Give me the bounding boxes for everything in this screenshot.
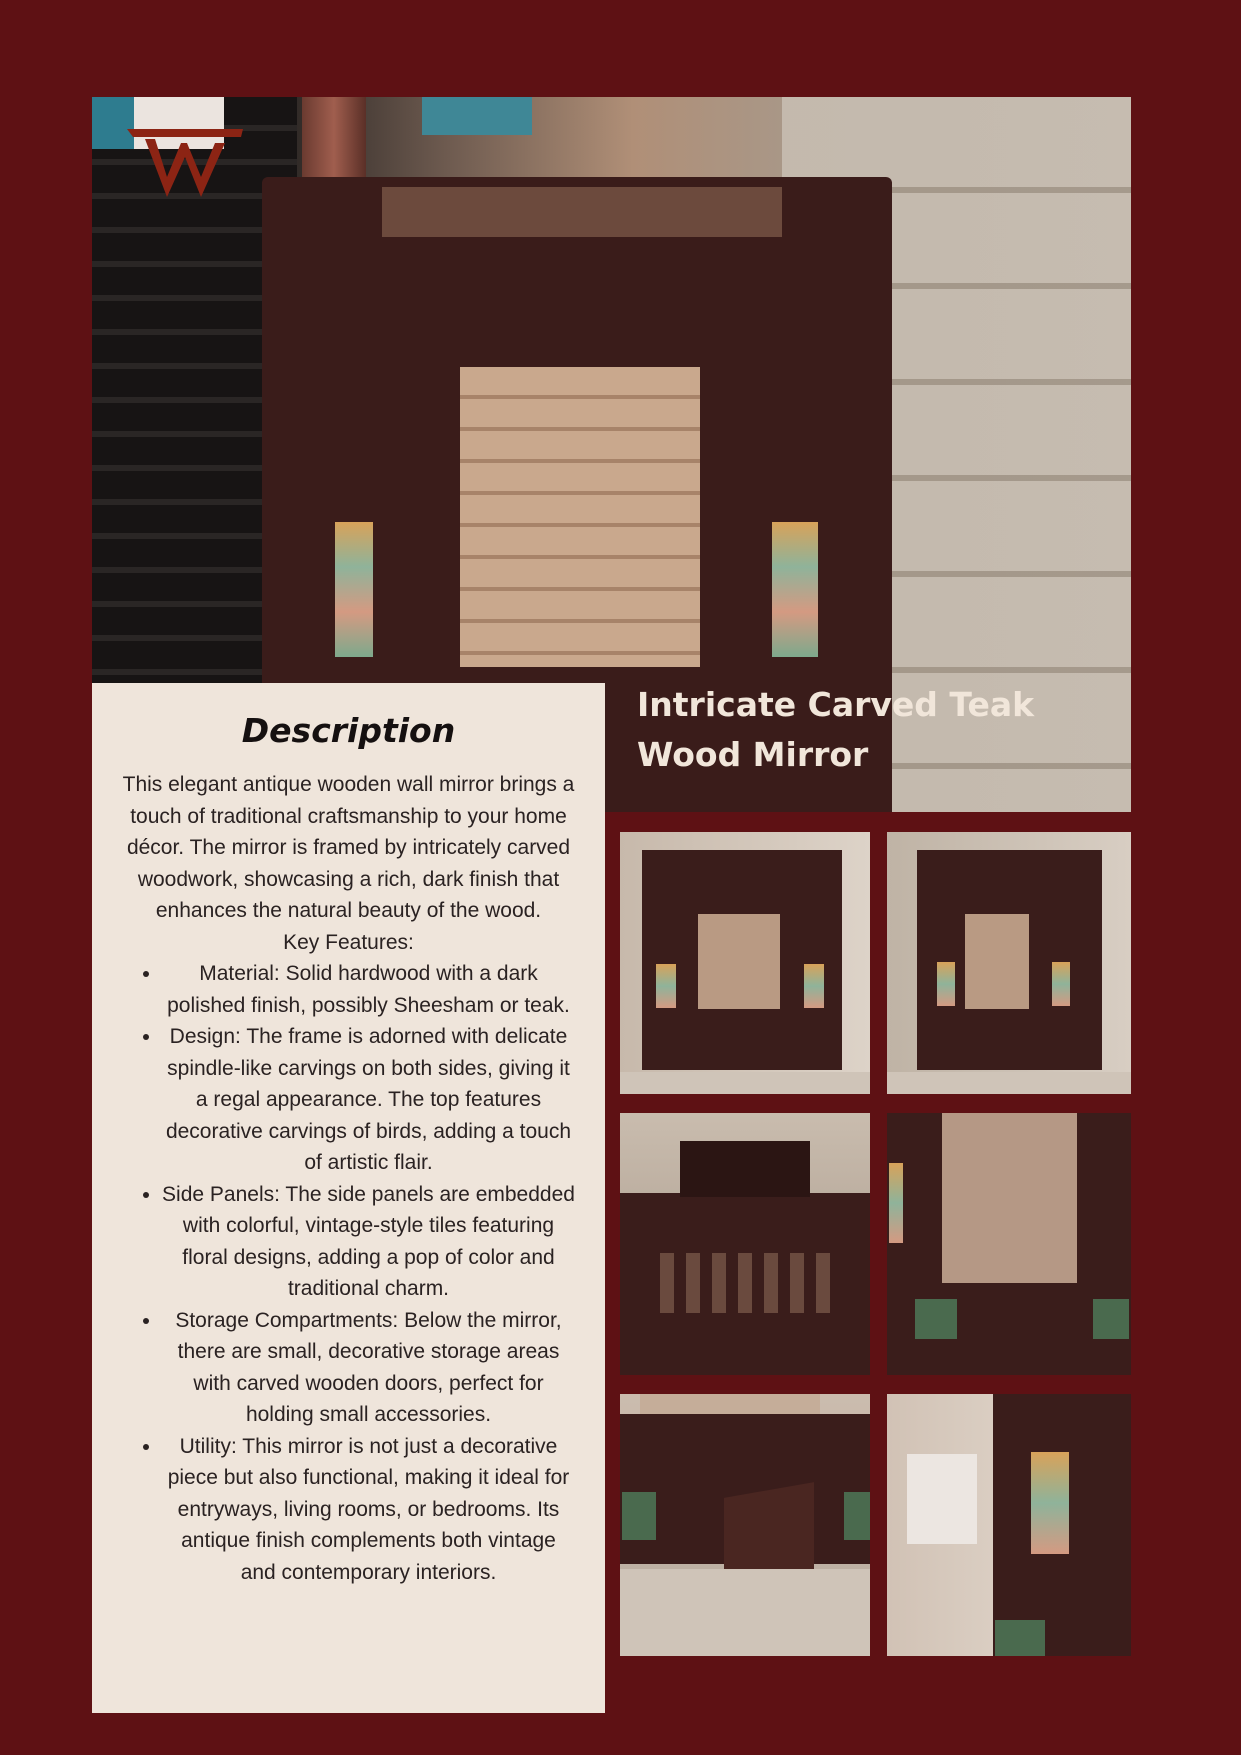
gallery-thumbnail[interactable] bbox=[620, 1394, 870, 1656]
gallery-thumbnail[interactable] bbox=[887, 1394, 1131, 1656]
floral-tile bbox=[335, 522, 373, 657]
feature-item: • Material: Solid hardwood with a dark polished finish, possibly Sheesham or teak. bbox=[162, 958, 575, 1021]
mirror-glass bbox=[460, 367, 700, 667]
features-list bbox=[122, 958, 575, 1588]
gallery-thumbnail[interactable] bbox=[620, 832, 870, 1094]
brand-w-logo-icon bbox=[125, 127, 245, 202]
description-intro: This elegant antique wooden wall mirror brings a touch of traditional craftsmanship to your home décor. The mirror is framed by intricately carved woodwork, showcasing a rich, dark finish that enhances the natural beauty of the wood. bbox=[122, 773, 575, 922]
description-heading: Description bbox=[241, 711, 456, 750]
background-sign bbox=[422, 97, 532, 135]
product-title: Intricate Carved Teak Wood Mirror bbox=[637, 685, 1035, 774]
key-features-heading: Key Features: bbox=[283, 930, 414, 954]
feature-item: • Design: The frame is adorned with delicate spindle-like carvings on both sides, giving it a regal appearance. The top features decorative carvings of birds, adding a touch of artistic flair. bbox=[162, 1021, 575, 1179]
gallery-thumbnail[interactable] bbox=[887, 1113, 1131, 1375]
feature-item: • Side Panels: The side panels are embedded with colorful, vintage-style tiles featuring floral designs, adding a pop of color and traditional charm. bbox=[162, 1179, 575, 1305]
mirror-crown-carving bbox=[382, 187, 782, 237]
feature-item: • Utility: This mirror is not just a decorative piece but also functional, making it ideal for entryways, living rooms, or bedrooms. Its antique finish complements both vintage and contemporary interiors. bbox=[162, 1431, 575, 1589]
description-panel bbox=[92, 683, 605, 1713]
floral-tile bbox=[772, 522, 818, 657]
gallery-thumbnail[interactable] bbox=[620, 1113, 870, 1375]
feature-item: • Storage Compartments: Below the mirror, there are small, decorative storage areas with carved wooden doors, perfect for holding small accessories. bbox=[162, 1305, 575, 1431]
gallery-thumbnail[interactable] bbox=[887, 832, 1131, 1094]
